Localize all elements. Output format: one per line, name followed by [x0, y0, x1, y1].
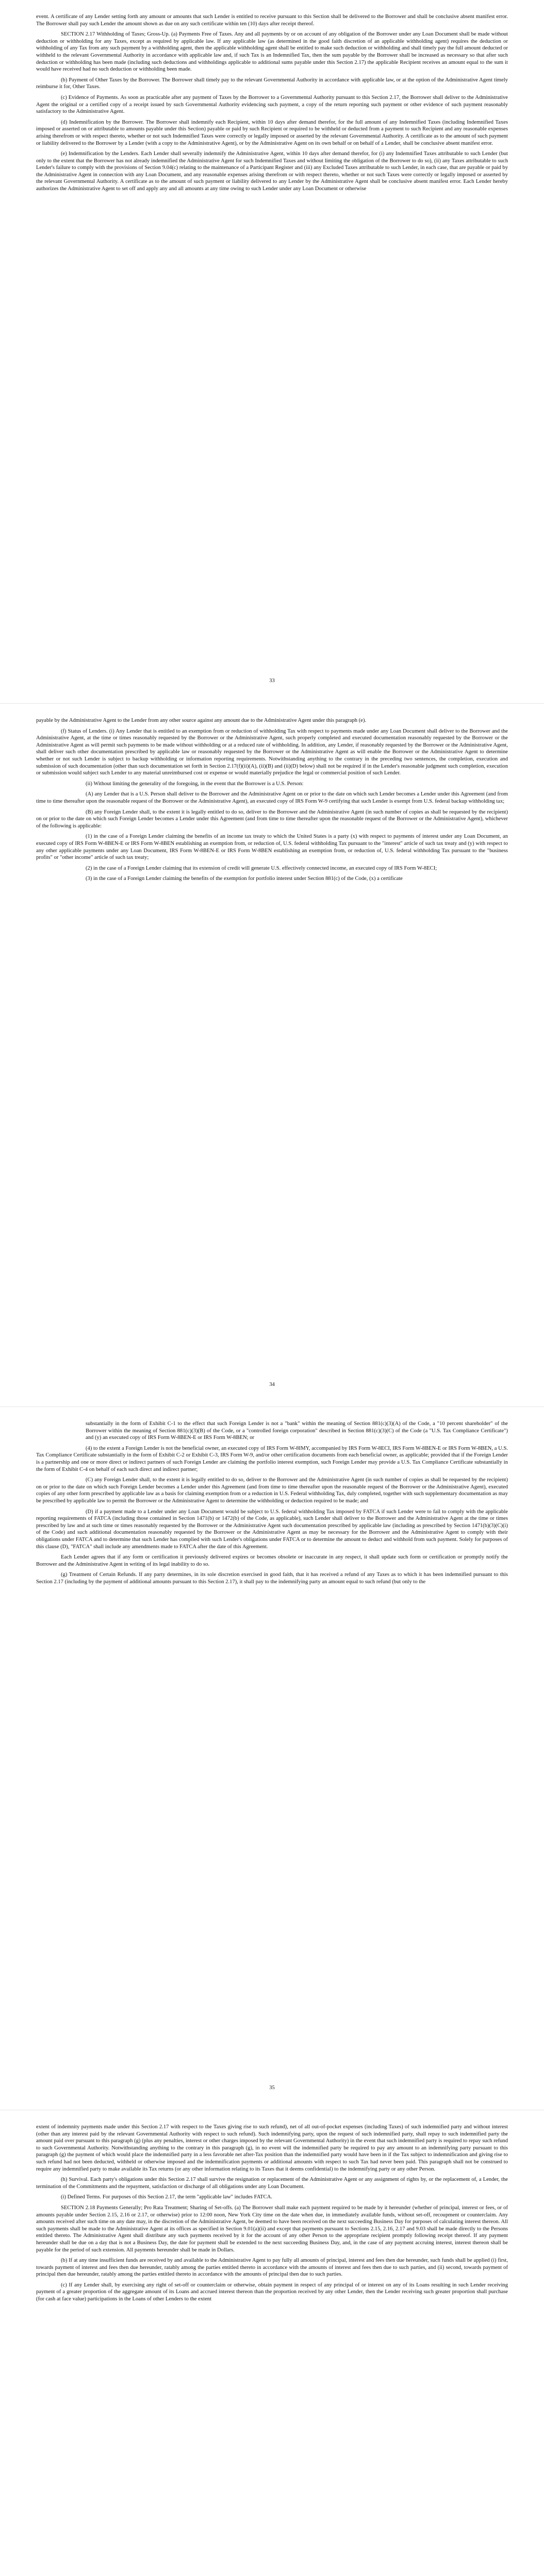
paragraph: (B) any Foreign Lender shall, to the extent it is legally entitled to do so, deliver to the Borrower and the Administrative Agent (in such number of copies as shall be requested by the recipient) on or prior to the date on which such Foreign Lender becomes a Lender under this Agreement (and from time to time thereafter upon the reasonable request of the Borrower or the Administrative Agent), whichever of the following is applicable:: [36, 809, 508, 829]
paragraph: payable by the Administrative Agent to the Lender from any other source against any amount due to the Administrative Agent under this paragraph (e).: [36, 718, 367, 723]
page-number: 33: [269, 678, 275, 684]
paragraph: (ii) Without limiting the generality of the foregoing, in the event that the Borrower is a U.S. Person:: [86, 781, 304, 787]
paragraph: Each Lender agrees that if any form or certification it previously delivered expires or becomes obsolete or inaccurate in any respect, it shall update such form or certification or promptly notify the Borrower and the Administrative Agent in writing of its legal inability to do so.: [36, 1554, 508, 1567]
document-page-36: [0, 2110, 544, 2576]
page-body: [36, 1420, 508, 2079]
paragraph: (g) Treatment of Certain Refunds. If any party determines, in its sole discretion exercised in good faith, that it has received a refund of any Taxes as to which it has been indemnified pursuant to this Section 2.17 (including by the payment of additional amounts pursuant to this Section 2.17), it shall pay to the indemnifying party an amount equal to such refund (but only to the: [36, 1572, 508, 1585]
paragraph: (A) any Lender that is a U.S. Person shall deliver to the Borrower and the Administrative Agent on or prior to the date on which such Lender becomes a Lender under this Agreement (and from time to time thereafter upon the reasonable request of the Borrower or the Administrative Agent), an executed copy of IRS Form W-9 certifying that such Lender is exempt from U.S. federal backup withholding tax;: [36, 791, 508, 804]
paragraph: (3) in the case of a Foreign Lender claiming the benefits of the exemption for portfolio interest under Section 881(c) of the Code, (x) a certificate: [86, 876, 403, 882]
paragraph: (b) If at any time insufficient funds are received by and available to the Administrative Agent to pay fully all amounts of principal, interest and fees then due hereunder, such funds shall be applied (i) first, towards payment of interest and fees then due hereunder, ratably among the parties entitled thereto in accordance with the amounts of interest and fees then due to such parties, and (ii) second, towards payment of principal then due hereunder, ratably among the parties entitled thereto in accordance with the amounts of principal then due to such parties.: [36, 2258, 508, 2278]
paragraph: (c) If any Lender shall, by exercising any right of set-off or counterclaim or otherwise, obtain payment in respect of any principal of or interest on any of its Loans resulting in such Lender receiving payment of a greater proportion of the aggregate amount of its Loans and accrued interest thereon than the proportion received by any other Lender, then the Lender receiving such greater proportion shall purchase (for cash at face value) participations in the Loans of other Lenders to the extent: [36, 2282, 508, 2302]
paragraph: event. A certificate of any Lender setting forth any amount or amounts that such Lender is entitled to receive pursuant to this Section shall be delivered to the Borrower and shall be conclusive absent manifest error. The Borrower shall pay such Lender the amount shown as due on any such certificate within ten (10) days after receipt thereof.: [36, 14, 508, 27]
page-body: [36, 2124, 508, 2576]
page-body: [36, 717, 508, 1376]
page-body: [36, 13, 508, 672]
paragraph: (2) in the case of a Foreign Lender claiming that its extension of credit will generate U.S. effectively connected income, an executed copy of IRS Form W-8ECI;: [86, 865, 437, 871]
paragraph: (b) Payment of Other Taxes by the Borrower. The Borrower shall timely pay to the relevant Governmental Authority in accordance with applicable law, or at the option of the Administrative Agent timely reimburse it for, Other Taxes.: [36, 77, 508, 90]
paragraph: (D) if a payment made to a Lender under any Loan Document would be subject to U.S. federal withholding Tax imposed by FATCA if such Lender were to fail to comply with the applicable reporting requirements of FATCA (including those contained in Section 1471(b) or 1472(b) of the Code, as applicable), such Lender shall deliver to the Borrower and the Administrative Agent at the time or times prescribed by law and at such time or times reasonably requested by the Borrower or the Administrative Agent such documentation prescribed by applicable law (including as prescribed by Section 1471(b)(3)(C)(i) of the Code) and such additional documentation reasonably requested by the Borrower or the Administrative Agent as may be necessary for the Borrower and the Administrative Agent to comply with their obligations under FATCA and to determine that such Lender has complied with such Lender's obligations under FATCA or to determine the amount to deduct and withhold from such payment. Solely for purposes of this clause (D), "FATCA" shall include any amendments made to FATCA after the date of this Agreement.: [36, 1509, 508, 1550]
paragraph: SECTION 2.17 Withholding of Taxes; Gross-Up. (a) Payments Free of Taxes. Any and all payments by or on account of any obligation of the Borrower under any Loan Document shall be made without deduction or withholding for any Taxes, except as required by applicable law. If any applicable law (as determined in the good faith discretion of an applicable withholding agent) requires the deduction or withholding of any Tax from any such payment by a withholding agent, then the applicable withholding agent shall be entitled to make such deduction or withholding and shall timely pay the full amount deducted or withheld to the relevant Governmental Authority in accordance with applicable law and, if such Tax is an Indemnified Tax, then the sum payable by the Borrower shall be increased as necessary so that after such deduction or withholding has been made (including such deductions and withholdings applicable to additional sums payable under this Section 2.17) the applicable Recipient receives an amount equal to the sum it would have received had no such deduction or withholding been made.: [36, 31, 508, 73]
paragraph: (1) in the case of a Foreign Lender claiming the benefits of an income tax treaty to which the United States is a party (x) with respect to payments of interest under any Loan Document, an executed copy of IRS Form W-8BEN-E or IRS Form W-8BEN establishing an exemption from, or reduction of, U.S. federal withholding Tax pursuant to the "interest" article of such tax treaty and (y) with respect to any other applicable payments under any Loan Document, IRS Form W-8BEN-E or IRS Form W-8BEN establishing an exemption from, or reduction of, U.S. federal withholding Tax pursuant to the "business profits" or "other income" article of such tax treaty;: [36, 834, 508, 861]
document-page-34: [0, 703, 544, 1407]
page-number: 35: [269, 2085, 275, 2091]
paragraph: (f) Status of Lenders. (i) Any Lender that is entitled to an exemption from or reduction of withholding Tax with respect to payments made under any Loan Document shall deliver to the Borrower and the Administrative Agent, at the time or times reasonably requested by the Borrower or the Administrative Agent, such properly completed and executed documentation reasonably requested by the Borrower or the Administrative Agent as will permit such payments to be made without withholding or at a reduced rate of withholding. In addition, any Lender, if reasonably requested by the Borrower or the Administrative Agent, shall deliver such other documentation prescribed by applicable law or reasonably requested by the Borrower or the Administrative Agent as will enable the Borrower or the Administrative Agent to determine whether or not such Lender is subject to backup withholding or information reporting requirements. Notwithstanding anything to the contrary in the preceding two sentences, the completion, execution and submission of such documentation (other than such documentation set forth in Section 2.17(f)(ii)(A), (ii)(B) and (ii)(D) below) shall not be required if in the Lender's reasonable judgment such completion, execution or submission would subject such Lender to any material unreimbursed cost or expense or would materially prejudice the legal or commercial position of such Lender.: [36, 728, 508, 776]
document-page-33: [0, 0, 544, 703]
paragraph: (h) Survival. Each party's obligations under this Section 2.17 shall survive the resignation or replacement of the Administrative Agent or any assignment of rights by, or the replacement of, a Lender, the termination of the Commitments and the repayment, satisfaction or discharge of all obligations under any Loan Document.: [36, 2177, 508, 2190]
paragraph: extent of indemnity payments made under this Section 2.17 with respect to the Taxes giving rise to such refund), net of all out-of-pocket expenses (including Taxes) of such indemnified party and without interest (other than any interest paid by the relevant Governmental Authority with respect to such refund). Such indemnifying party, upon the request of such indemnified party, shall repay to such indemnified party the amount paid over pursuant to this paragraph (g) (plus any penalties, interest or other charges imposed by the relevant Governmental Authority) in the event that such indemnified party is required to repay such refund to such Governmental Authority. Notwithstanding anything to the contrary in this paragraph (g), in no event will the indemnified party be required to pay any amount to an indemnifying party pursuant to this paragraph (g) the payment of which would place the indemnified party in a less favorable net after-Tax position than the indemnified party would have been in if the Tax subject to indemnification and giving rise to such refund had not been deducted, withheld or otherwise imposed and the indemnification payments or additional amounts with respect to such Tax had never been paid. This paragraph shall not be construed to require any indemnified party to make available its Tax returns (or any other information relating to its Taxes that it deems confidential) to the indemnifying party or any other Person.: [36, 2124, 508, 2172]
paragraph: (i) Defined Terms. For purposes of this Section 2.17, the term "applicable law" includes FATCA.: [61, 2194, 272, 2200]
page-number: 34: [269, 1382, 275, 1387]
document-page-35: [0, 1406, 544, 2110]
paragraph: SECTION 2.18 Payments Generally; Pro Rata Treatment; Sharing of Set-offs. (a) The Borrower shall make each payment required to be made by it hereunder (whether of principal, interest or fees, or of amounts payable under Section 2.15, 2.16 or 2.17, or otherwise) prior to 12:00 noon, New York City time on the date when due, in immediately available funds, without set-off, recoupment or counterclaim. Any amounts received after such time on any date may, in the discretion of the Administrative Agent, be deemed to have been received on the next succeeding Business Day for purposes of calculating interest thereon. All such payments shall be made to the Administrative Agent at its offices as specified in Section 9.01(a)(ii) and except that payments pursuant to Sections 2.15, 2.16, 2.17 and 9.03 shall be made directly to the Persons entitled thereto. The Administrative Agent shall distribute any such payments received by it for the account of any other Person to the appropriate recipient promptly following receipt thereof. If any payment hereunder shall be due on a day that is not a Business Day, the date for payment shall be extended to the next succeeding Business Day, and, in the case of any payment accruing interest, interest thereon shall be payable for the period of such extension. All payments hereunder shall be made in Dollars.: [36, 2205, 508, 2253]
paragraph: (e) Indemnification by the Lenders. Each Lender shall severally indemnify the Administrative Agent, within 10 days after demand therefor, for (i) any Indemnified Taxes attributable to such Lender (but only to the extent that the Borrower has not already indemnified the Administrative Agent for such Indemnified Taxes and without limiting the obligation of the Borrower to do so), (ii) any Taxes attributable to such Lender's failure to comply with the provisions of Section 9.04(c) relating to the maintenance of a Participant Register and (iii) any Excluded Taxes attributable to such Lender, in each case, that are payable or paid by the Administrative Agent in connection with any Loan Document, and any reasonable expenses arising therefrom or with respect thereto, whether or not such Taxes were correctly or legally imposed or asserted by the relevant Governmental Authority. A certificate as to the amount of such payment or liability delivered to any Lender by the Administrative Agent shall be conclusive absent manifest error. Each Lender hereby authorizes the Administrative Agent to set off and apply any and all amounts at any time owing to such Lender under any Loan Document or otherwise: [36, 151, 508, 192]
paragraph: (d) Indemnification by the Borrower. The Borrower shall indemnify each Recipient, within 10 days after demand therefor, for the full amount of any Indemnified Taxes (including Indemnified Taxes imposed or asserted on or attributable to amounts payable under this Section) payable or paid by such Recipient or required to be withheld or deducted from a payment to such Recipient and any reasonable expenses arising therefrom or with respect thereto, whether or not such Indemnified Taxes were correctly or legally imposed or asserted by the relevant Governmental Authority. A certificate as to the amount of such payment or liability delivered to the Borrower by a Lender (with a copy to the Administrative Agent), or by the Administrative Agent on its own behalf or on behalf of a Lender, shall be conclusive absent manifest error.: [36, 119, 508, 146]
paragraph: (c) Evidence of Payments. As soon as practicable after any payment of Taxes by the Borrower to a Governmental Authority pursuant to this Section 2.17, the Borrower shall deliver to the Administrative Agent the original or a certified copy of a receipt issued by such Governmental Authority evidencing such payment, a copy of the return reporting such payment or other evidence of such payment reasonably satisfactory to the Administrative Agent.: [36, 94, 508, 115]
paragraph: (4) to the extent a Foreign Lender is not the beneficial owner, an executed copy of IRS Form W-8IMY, accompanied by IRS Form W-8ECI, IRS Form W-8BEN-E or IRS Form W-8BEN, a U.S. Tax Compliance Certificate substantially in the form of Exhibit C-2 or Exhibit C-3, IRS Form W-9, and/or other certification documents from each beneficial owner, as applicable; provided that if the Foreign Lender is a partnership and one or more direct or indirect partners of such Foreign Lender are claiming the portfolio interest exemption, such Foreign Lender may provide a U.S. Tax Compliance Certificate substantially in the form of Exhibit C-4 on behalf of each such direct and indirect partner;: [36, 1445, 508, 1472]
paragraph: (C) any Foreign Lender shall, to the extent it is legally entitled to do so, deliver to the Borrower and the Administrative Agent (in such number of copies as shall be requested by the recipient) on or prior to the date on which such Foreign Lender becomes a Lender under this Agreement (and from time to time thereafter upon the reasonable request of the Borrower or the Administrative Agent), executed copies of any other form prescribed by applicable law as a basis for claiming exemption from or a reduction in U.S. Federal withholding Tax, duly completed, together with such supplementary documentation as may be prescribed by applicable law to permit the Borrower or the Administrative Agent to determine the withholding or deduction required to be made; and: [36, 1477, 508, 1504]
paragraph: substantially in the form of Exhibit C-1 to the effect that such Foreign Lender is not a "bank" within the meaning of Section 881(c)(3)(A) of the Code, a "10 percent shareholder" of the Borrower within the meaning of Section 881(c)(3)(B) of the Code, or a "controlled foreign corporation" described in Section 881(c)(3)(C) of the Code (a "U.S. Tax Compliance Certificate") and (y) an executed copy of IRS Form W-8BEN-E or IRS Form W-8BEN; or: [86, 1421, 508, 1441]
